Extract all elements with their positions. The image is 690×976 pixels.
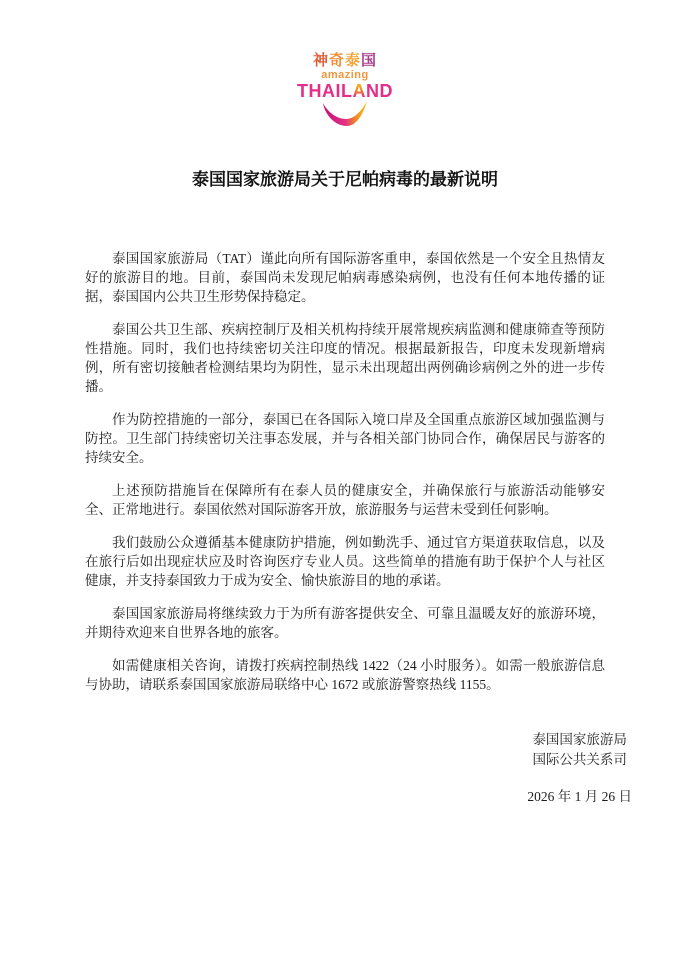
document-date: 2026 年 1 月 26 日 bbox=[527, 789, 632, 804]
logo-thailand-suffix: ND bbox=[366, 81, 393, 101]
logo-chinese-char: 奇 bbox=[328, 52, 345, 69]
document-body bbox=[85, 249, 605, 694]
logo-chinese-char: 泰 bbox=[345, 52, 362, 69]
logo-thailand-accent-letter: A bbox=[352, 81, 366, 101]
document-title: 泰国国家旅游局关于尼帕病毒的最新说明 bbox=[192, 170, 498, 189]
paragraph-4: 上述预防措施旨在保障所有在泰人员的健康安全，并确保旅行与旅游活动能够安全、正常地进行。泰国依然对国际游客开放，旅游服务与运营未受到任何影响。 bbox=[85, 483, 605, 517]
amazing-thailand-logo bbox=[0, 0, 690, 129]
logo-chinese-char: 神 bbox=[312, 52, 329, 69]
logo-thailand-prefix: THAIL bbox=[297, 81, 353, 101]
paragraph-5: 我们鼓励公众遵循基本健康防护措施，例如勤洗手、通过官方渠道获取信息，以及在旅行后如出现症状应及时咨询医疗专业人员。这些简单的措施有助于保护个人与社区健康，并支持泰国致力于成为安全、愉快旅游目的地的承诺。 bbox=[85, 535, 605, 588]
signature-org: 泰国国家旅游局 bbox=[532, 732, 627, 747]
logo-amazing-text: amazing bbox=[321, 69, 369, 81]
logo-swoosh-icon bbox=[321, 100, 369, 129]
signature-block bbox=[527, 730, 632, 807]
logo-chinese-text bbox=[0, 52, 690, 69]
paragraph-7: 如需健康相关咨询，请拨打疾病控制热线 1422（24 小时服务）。如需一般旅游信息与协助，请联系泰国国家旅游局联络中心 1672 或旅游警察热线 1155。 bbox=[85, 658, 605, 692]
paragraph-6: 泰国国家旅游局将继续致力于为所有游客提供安全、可靠且温暖友好的旅游环境，并期待欢迎来自世界各地的旅客。 bbox=[85, 606, 605, 640]
logo-thailand-text bbox=[0, 82, 690, 101]
signature-dept: 国际公共关系司 bbox=[532, 752, 627, 767]
logo-chinese-char: 国 bbox=[361, 52, 378, 69]
paragraph-2: 泰国公共卫生部、疾病控制厅及相关机构持续开展常规疾病监测和健康筛查等预防性措施。同时，我们也持续密切关注印度的情况。根据最新报告，印度未发现新增病例，所有密切接触者检测结果均为阴性，显示未出现超出两例确诊病例之外的进一步传播。 bbox=[85, 322, 605, 394]
paragraph-3: 作为防控措施的一部分，泰国已在各国际入境口岸及全国重点旅游区域加强监测与防控。卫生部门持续密切关注事态发展，并与各相关部门协同合作，确保居民与游客的持续安全。 bbox=[85, 412, 605, 465]
paragraph-1: 泰国国家旅游局（TAT）谨此向所有国际游客重申，泰国依然是一个安全且热情友好的旅游目的地。目前，泰国尚未发现尼帕病毒感染病例，也没有任何本地传播的证据，泰国国内公共卫生形势保持稳定。 bbox=[85, 251, 605, 304]
